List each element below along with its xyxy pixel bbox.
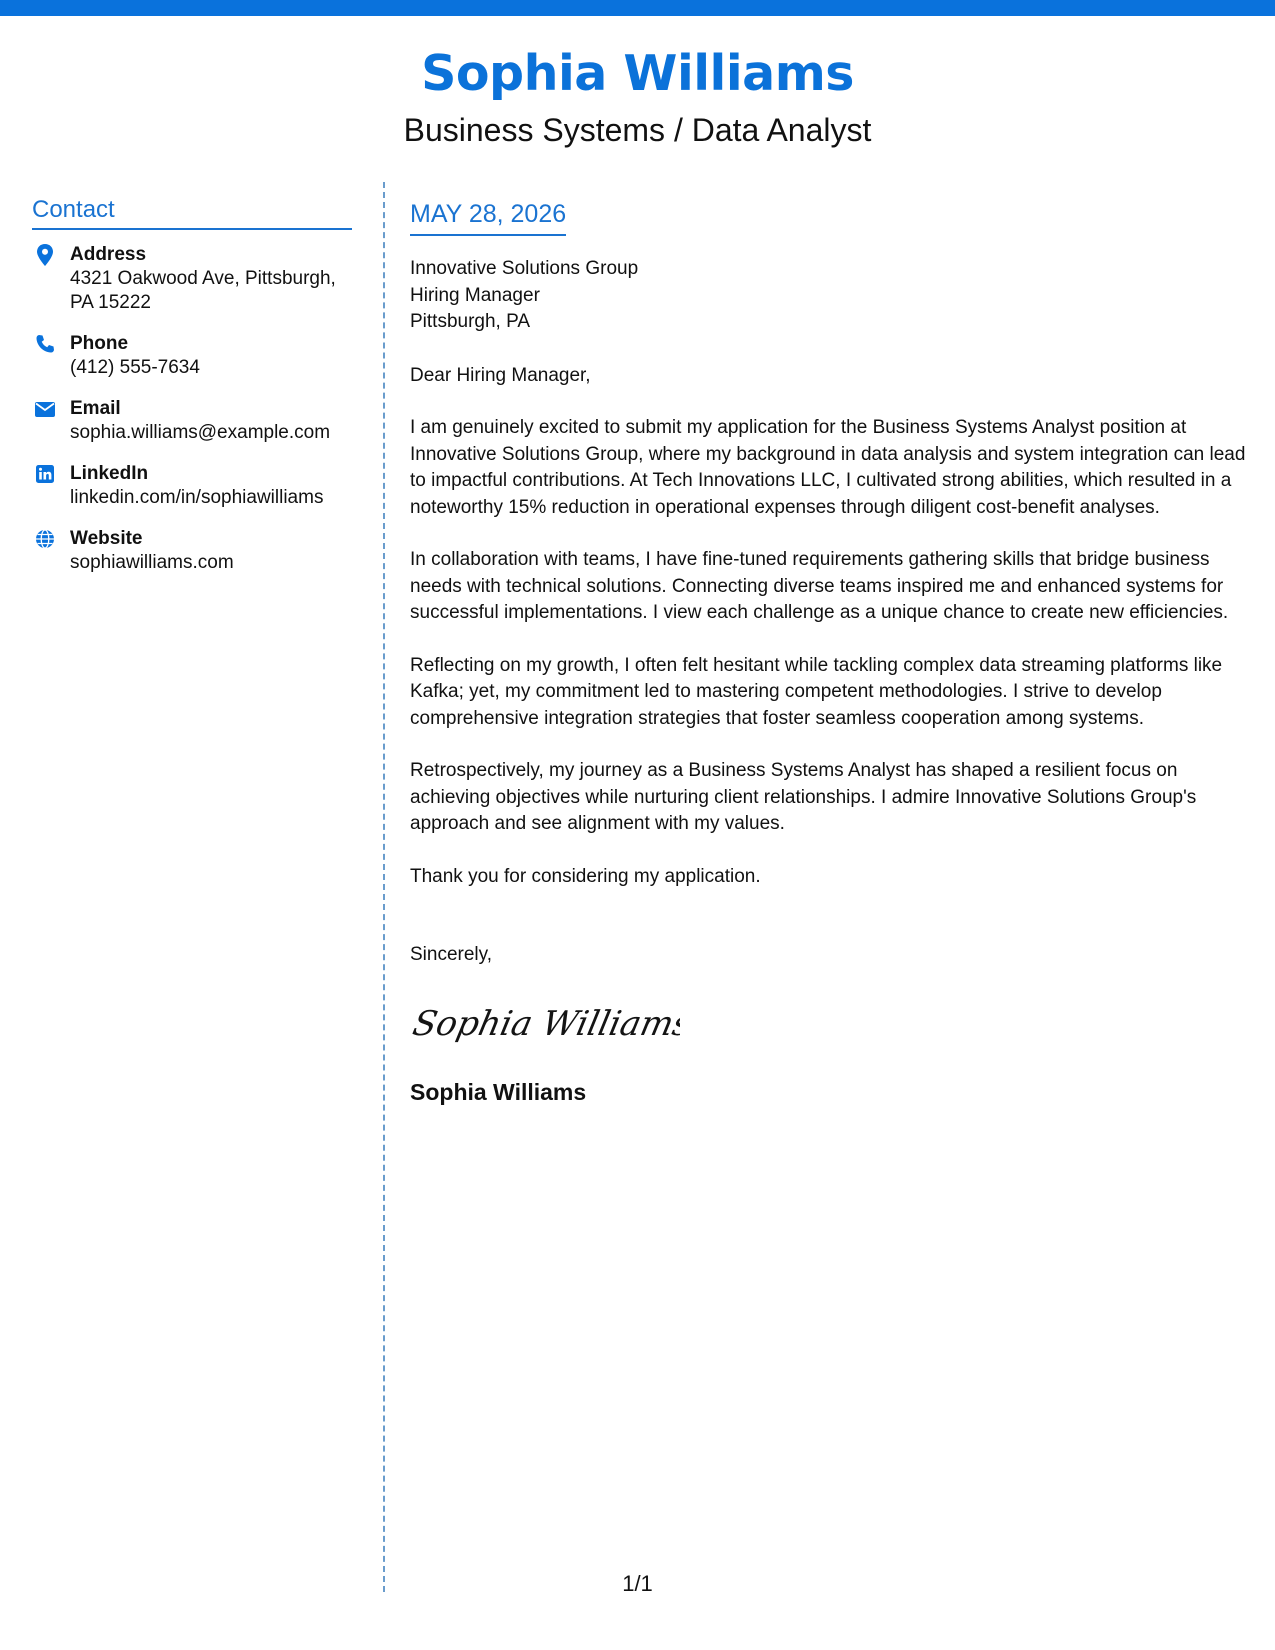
recipient-company: Innovative Solutions Group bbox=[410, 258, 639, 279]
contact-heading: Contact bbox=[32, 192, 352, 230]
contact-item-email bbox=[32, 396, 352, 445]
signer-name: Sophia Williams bbox=[410, 1078, 587, 1105]
column-divider bbox=[383, 182, 385, 1592]
page-number: 1/1 bbox=[622, 1571, 653, 1596]
phone-value: (412) 555-7634 bbox=[70, 357, 200, 378]
website-label: Website bbox=[70, 528, 143, 549]
letter-date: MAY 28, 2026 bbox=[410, 196, 566, 236]
top-accent-bar bbox=[0, 0, 1275, 16]
contact-item-address bbox=[32, 242, 352, 315]
applicant-name: Sophia Williams bbox=[421, 45, 854, 102]
address-line-1: 4321 Oakwood Ave, Pittsburgh, bbox=[70, 268, 336, 289]
contact-item-website bbox=[32, 526, 352, 575]
signature-text: Sophia Williams bbox=[410, 1003, 680, 1044]
contact-item-linkedin bbox=[32, 461, 352, 510]
paragraph-4: Retrospectively, my journey as a Business Systems Analyst has shaped a resilient focus on achieving objectives while nurturing client relationships. I admire Innovative Solutions Group's approach and see alignment with my values. bbox=[410, 760, 1197, 834]
paragraph-3: Reflecting on my growth, I often felt hesitant while tackling complex data streaming platforms like Kafka; yet, my commitment led to mastering competent methodologies. I strive to develop comprehensive integration strategies that foster seamless cooperation among systems. bbox=[410, 654, 1223, 729]
contact-item-phone bbox=[32, 331, 352, 380]
linkedin-value[interactable]: linkedin.com/in/sophiawilliams bbox=[70, 487, 324, 508]
recipient-role: Hiring Manager bbox=[410, 284, 540, 306]
email-label: Email bbox=[70, 398, 121, 419]
paragraph-2: In collaboration with teams, I have fine-tuned requirements gathering skills that bridge business needs with technical solutions. Connecting diverse teams inspired me and enhanced systems for successful implementations. I view each challenge as a unique chance to create new efficiencies. bbox=[410, 549, 1229, 623]
paragraph-1: I am genuinely excited to submit my application for the Business Systems Analyst position at Innovative Solutions Group, where my background in data analysis and system integration can lead to impactful contributions. At Tech Innovations LLC, I cultivated strong abilities, which resulted in a noteworthy 15% reduction in operational expenses through diligent cost-benefit analyses. bbox=[410, 417, 1246, 518]
linkedin-label: LinkedIn bbox=[70, 463, 149, 484]
phone-label: Phone bbox=[70, 333, 129, 354]
recipient-location: Pittsburgh, PA bbox=[410, 311, 531, 332]
phone-icon bbox=[34, 333, 56, 355]
salutation: Dear Hiring Manager, bbox=[410, 364, 591, 386]
closing: Sincerely, bbox=[410, 944, 493, 965]
letter-body bbox=[410, 196, 1255, 1107]
contact-list bbox=[32, 242, 352, 575]
recipient-block bbox=[410, 256, 1255, 336]
envelope-icon bbox=[34, 398, 56, 420]
job-title: Business Systems / Data Analyst bbox=[403, 112, 872, 148]
map-pin-icon bbox=[34, 244, 56, 266]
email-value[interactable]: sophia.williams@example.com bbox=[70, 422, 331, 443]
paragraph-5: Thank you for considering my application. bbox=[410, 865, 761, 887]
address-label: Address bbox=[70, 244, 147, 265]
header bbox=[0, 40, 1275, 152]
linkedin-icon bbox=[34, 463, 56, 485]
globe-icon bbox=[34, 528, 56, 550]
address-line-2: PA 15222 bbox=[70, 292, 152, 313]
handwritten-signature bbox=[410, 993, 1255, 1053]
sidebar bbox=[32, 192, 352, 591]
website-value[interactable]: sophiawilliams.com bbox=[70, 552, 234, 573]
